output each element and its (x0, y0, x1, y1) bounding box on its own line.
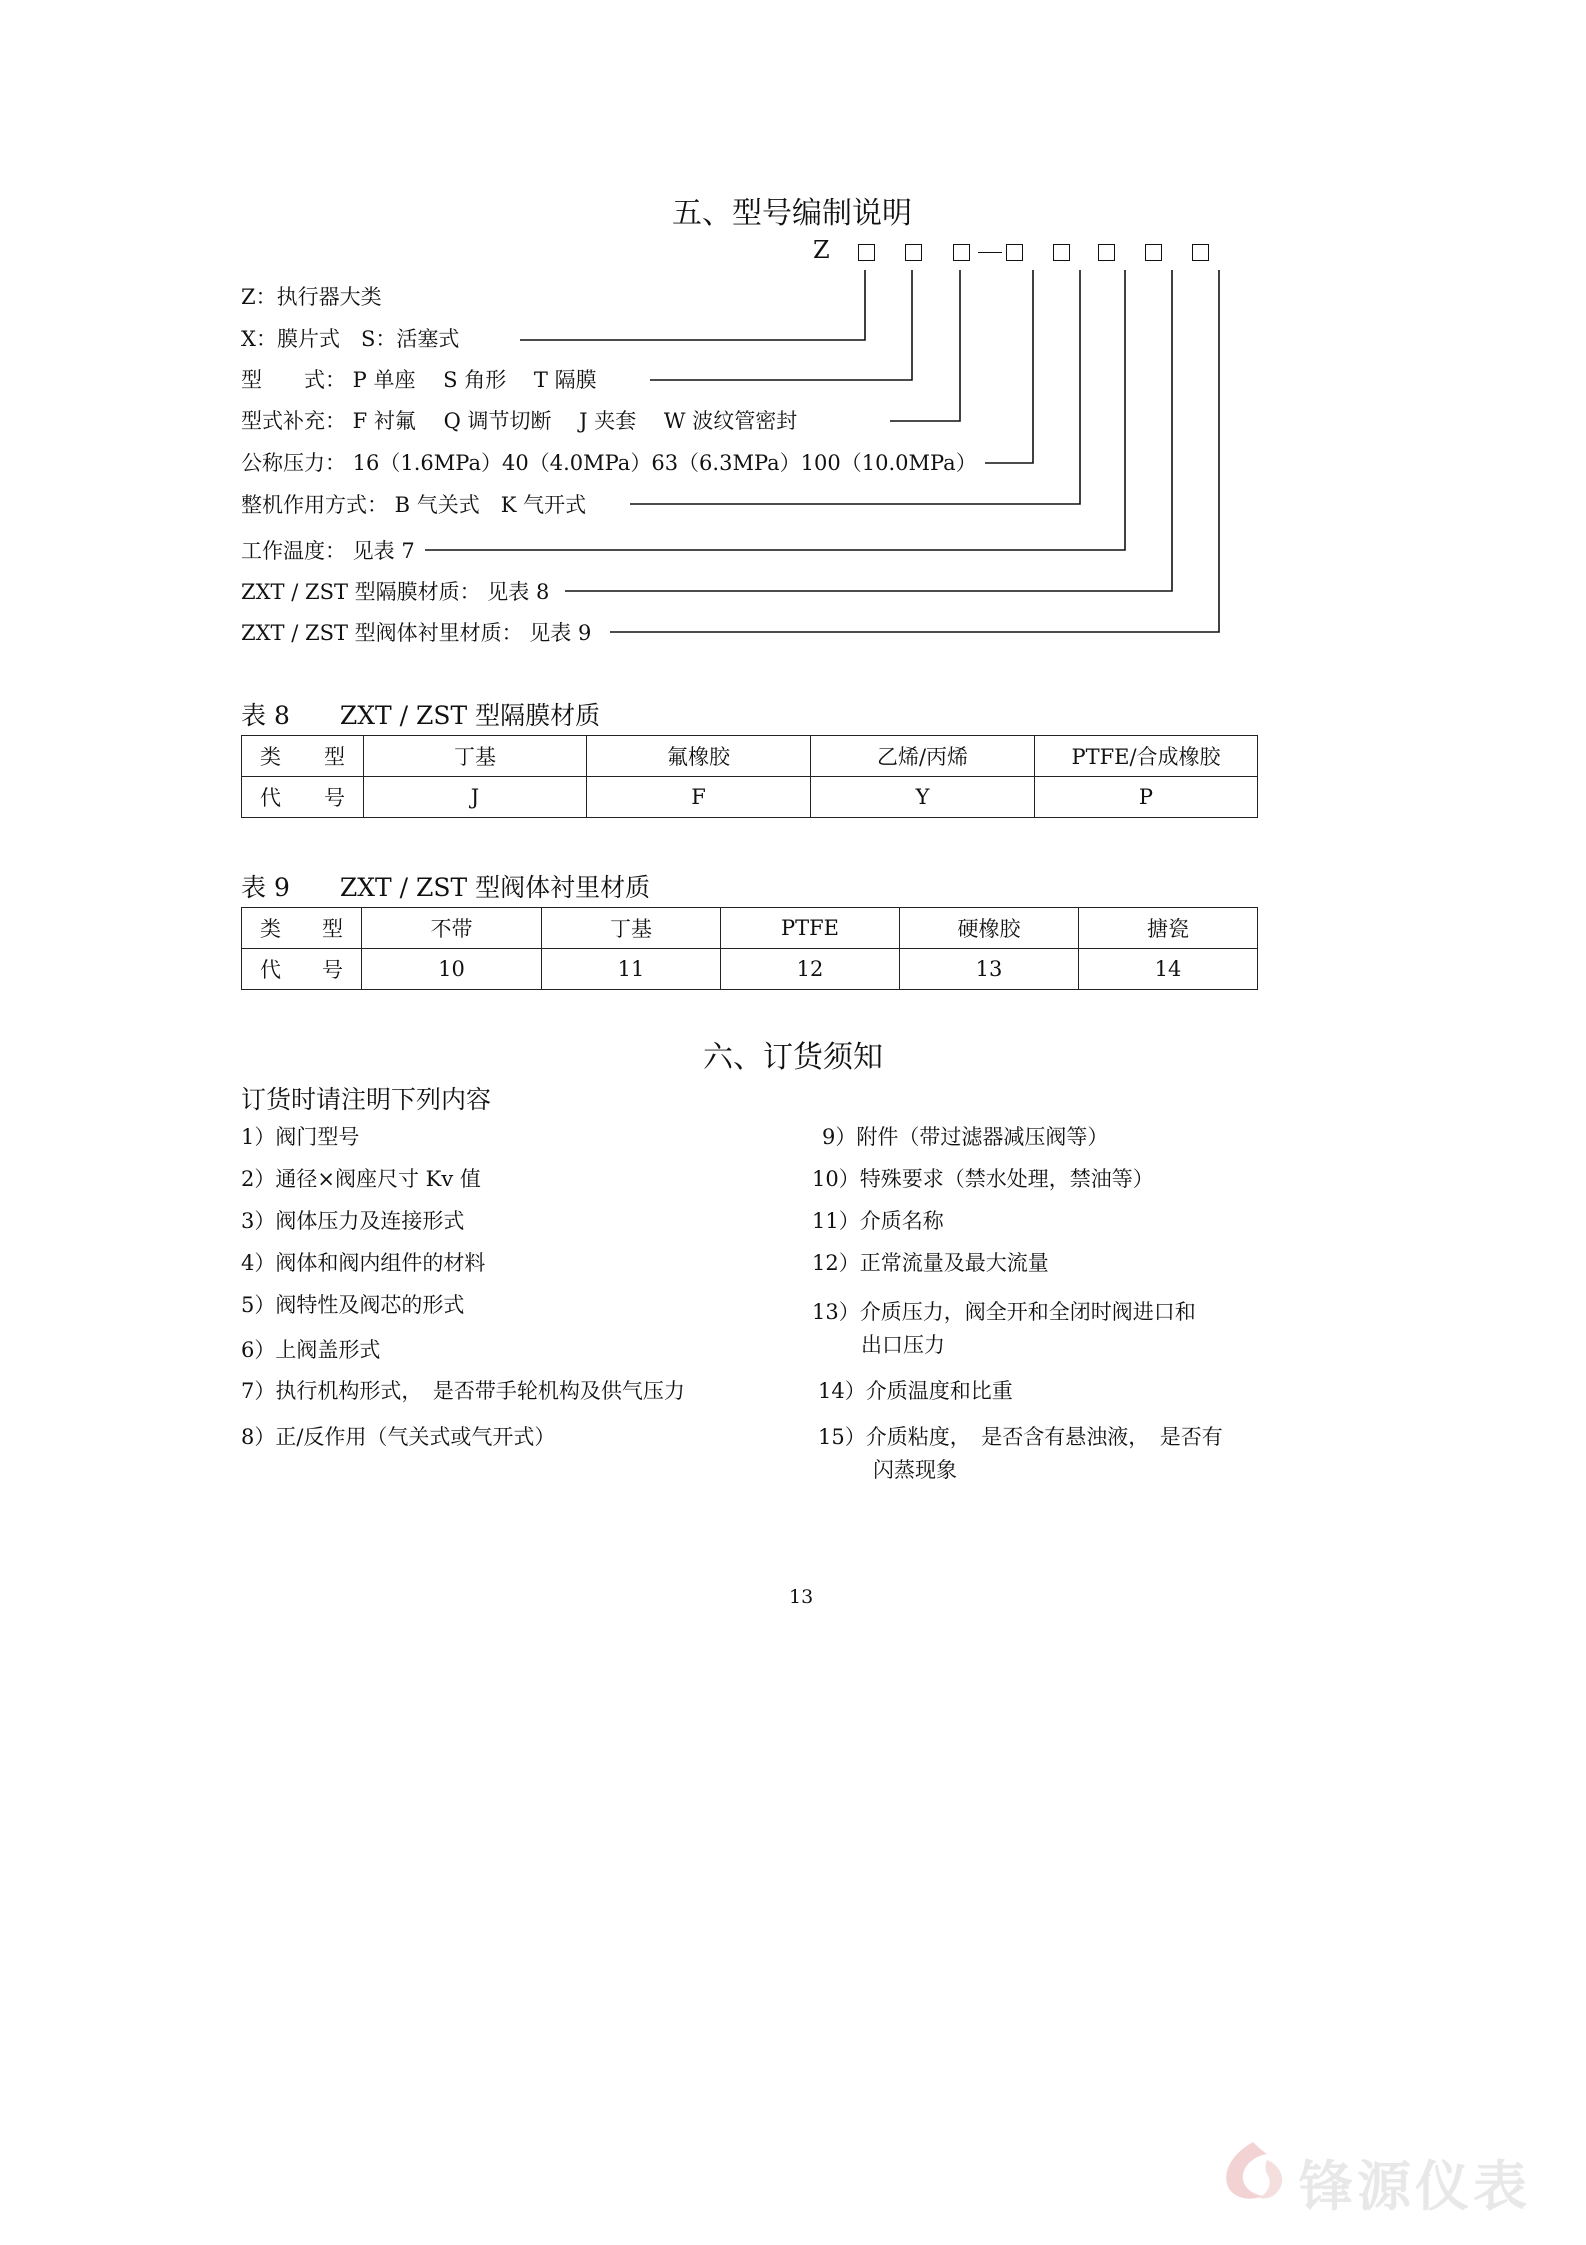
section-title-model-code: 五、型号编制说明 (672, 196, 912, 231)
table-cell: Y (811, 777, 1035, 818)
code-row-pressure: 公称压力： 16（1.6MPa）40（4.0MPa）63（6.3MPa）100（10.0MPa） (241, 451, 977, 475)
list-item: 14）介质温度和比重 (818, 1379, 1013, 1403)
table-cell: 10 (362, 949, 542, 990)
table9 (241, 907, 1258, 990)
list-item: 2）通径×阀座尺寸 Kv 值 (241, 1167, 481, 1191)
code-prefix: Z (813, 236, 830, 264)
code-row-type-supplement: 型式补充： F 衬氟 Q 调节切断 J 夹套 W 波纹管密封 (241, 409, 798, 433)
list-item: 8）正/反作用（气关式或气开式） (241, 1425, 556, 1449)
list-item: 6）上阀盖形式 (241, 1338, 381, 1362)
list-item: 10）特殊要求（禁水处理，禁油等） (812, 1167, 1154, 1191)
list-item: 5）阀特性及阀芯的形式 (241, 1293, 465, 1317)
list-item: 13）介质压力，阀全开和全闭时阀进口和 (812, 1300, 1196, 1324)
table-cell: 11 (542, 949, 721, 990)
table-cell: 搪瓷 (1079, 908, 1258, 949)
table-cell: 12 (721, 949, 900, 990)
watermark-text: 锋源仪表 (1299, 2155, 1531, 2218)
code-row-category: Z：执行器大类 (241, 285, 382, 309)
table-cell: J (364, 777, 587, 818)
list-item: 4）阀体和阀内组件的材料 (241, 1251, 486, 1275)
table-cell: 氟橡胶 (587, 736, 811, 777)
list-item-continuation: 闪蒸现象 (873, 1458, 957, 1482)
table-cell: PTFE (721, 908, 900, 949)
code-row-lining: ZXT / ZST 型阀体衬里材质： 见表 9 (241, 621, 592, 645)
table9-caption: 表 9 ZXT / ZST 型阀体衬里材质 (241, 873, 651, 902)
table-cell: F (587, 777, 811, 818)
list-item: 1）阀门型号 (241, 1125, 360, 1149)
table8-caption: 表 8 ZXT / ZST 型隔膜材质 (241, 701, 601, 730)
table8-header-type: 类 型 (242, 736, 364, 777)
table-cell: 乙烯/丙烯 (811, 736, 1035, 777)
list-item: 15）介质粘度， 是否含有悬浊液， 是否有 (818, 1425, 1223, 1449)
table-cell: 13 (900, 949, 1079, 990)
table-cell: 丁基 (364, 736, 587, 777)
table-row (242, 908, 1258, 949)
table-cell: 硬橡胶 (900, 908, 1079, 949)
table-cell: 不带 (362, 908, 542, 949)
section-title-ordering: 六、订货须知 (703, 1040, 883, 1075)
code-row-diaphragm: ZXT / ZST 型隔膜材质： 见表 8 (241, 580, 550, 604)
list-item: 7）执行机构形式， 是否带手轮机构及供气压力 (241, 1379, 685, 1403)
watermark-logo (1215, 2138, 1555, 2218)
code-row-actuator: X：膜片式 S：活塞式 (241, 327, 460, 351)
table-cell: 丁基 (542, 908, 721, 949)
table-cell: 14 (1079, 949, 1258, 990)
table-row (242, 777, 1258, 818)
ordering-intro: 订货时请注明下列内容 (241, 1085, 492, 1114)
table-cell: P (1035, 777, 1258, 818)
list-item: 12）正常流量及最大流量 (812, 1251, 1049, 1275)
leader-line-2 (650, 270, 912, 380)
flame-logo-icon (1215, 2138, 1291, 2204)
leader-line-1 (520, 270, 865, 340)
leader-line-4 (985, 270, 1033, 463)
list-item: 3）阀体压力及连接形式 (241, 1209, 465, 1233)
code-row-temperature: 工作温度： 见表 7 (241, 539, 415, 563)
list-item-continuation: 出口压力 (861, 1333, 945, 1357)
page-number: 13 (789, 1586, 814, 1608)
table-row (242, 949, 1258, 990)
table9-header-type: 类 型 (242, 908, 362, 949)
table-cell: PTFE/合成橡胶 (1035, 736, 1258, 777)
table-row (242, 736, 1258, 777)
leader-line-3 (890, 270, 960, 421)
list-item: 11）介质名称 (812, 1209, 944, 1233)
code-row-action: 整机作用方式： B 气关式 K 气开式 (241, 493, 587, 517)
code-row-type: 型 式： P 单座 S 角形 T 隔膜 (241, 368, 597, 392)
table8-header-code: 代 号 (242, 777, 364, 818)
list-item: 9）附件（带过滤器减压阀等） (822, 1125, 1109, 1149)
table9-header-code: 代 号 (242, 949, 362, 990)
table8 (241, 735, 1258, 818)
